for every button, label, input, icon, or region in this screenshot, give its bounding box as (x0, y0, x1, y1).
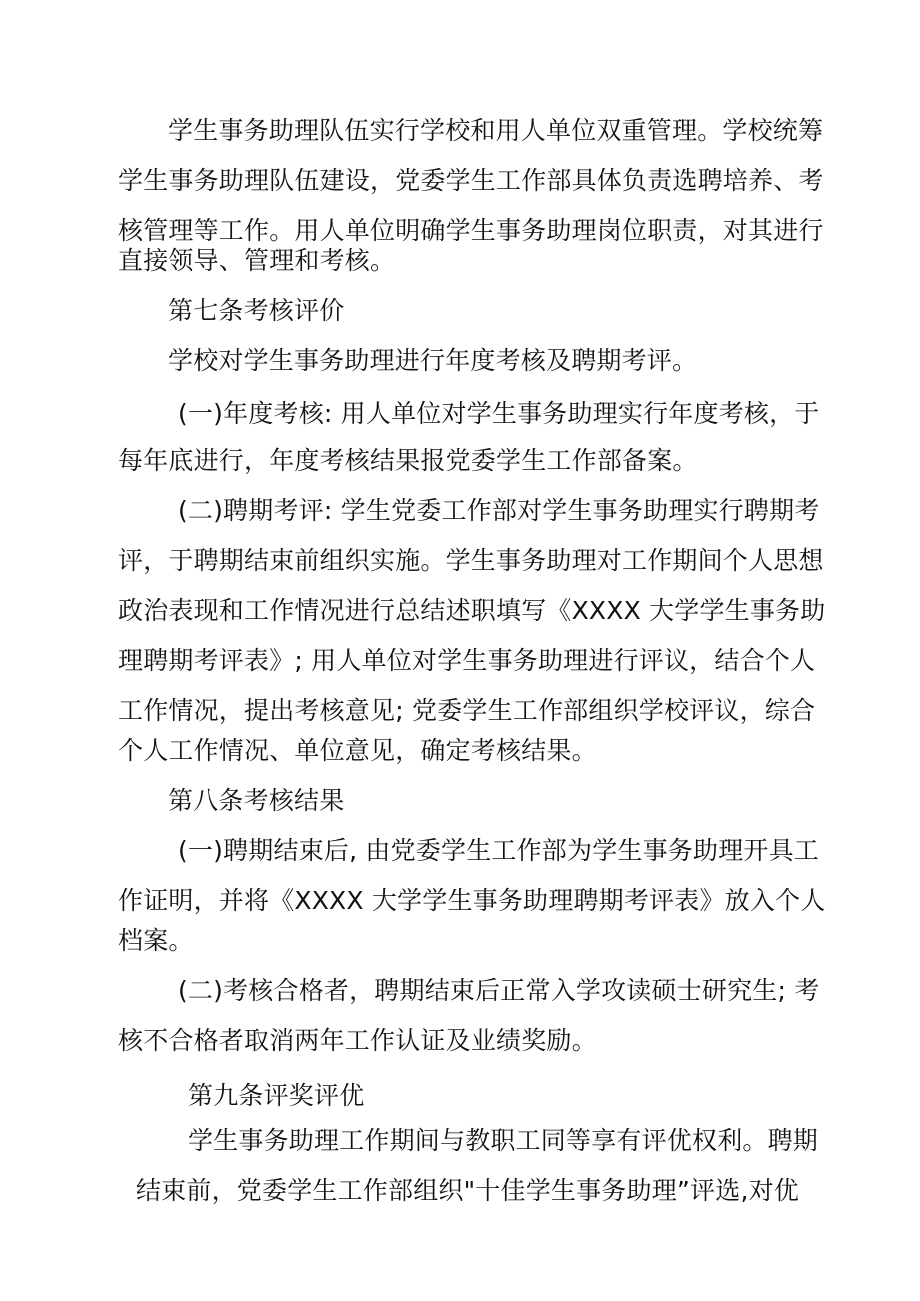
paragraph-line: (二)考核合格者，聘期结束后正常入学攻读硕士研究生; 考 (178, 976, 820, 1005)
paragraph-line: 作证明，并将《XXXX 大学学生事务助理聘期考评表》放入个人 (118, 886, 826, 915)
paragraph-line: 学生事务助理工作期间与教职工同等享有评优权利。聘期 (188, 1126, 819, 1155)
paragraph-line: 评，于聘期结束前组织实施。学生事务助理对工作期间个人思想 (118, 546, 824, 575)
paragraph-line: 理聘期考评表》; 用人单位对学生事务助理进行评议，结合个人 (118, 646, 816, 675)
paragraph-line: (一)年度考核: 用人单位对学生事务助理实行年度考核，于 (178, 399, 820, 428)
paragraph-line: (二)聘期考评: 学生党委工作部对学生事务助理实行聘期考 (178, 496, 820, 525)
paragraph-line: 每年底进行，年度考核结果报党委学生工作部备案。 (118, 446, 698, 475)
paragraph-line: 工作情况，提出考核意见; 党委学生工作部组织学校评议，综合 (118, 696, 816, 725)
paragraph-line: 结束前，党委学生工作部组织"十佳学生事务助理”评选,对优 (136, 1176, 799, 1205)
paragraph-line: 学生事务助理队伍实行学校和用人单位双重管理。学校统筹 (168, 116, 824, 145)
section-heading: 第八条考核结果 (168, 786, 345, 815)
paragraph-line: 核不合格者取消两年工作认证及业绩奖励。 (118, 1026, 597, 1055)
paragraph-line: 直接领导、管理和考核。 (118, 246, 396, 275)
paragraph-line: (一)聘期结束后, 由党委学生工作部为学生事务助理开具工 (178, 836, 820, 865)
paragraph-line: 档案。 (118, 926, 194, 955)
paragraph-line: 政治表现和工作情况进行总结述职填写《XXXX 大学学生事务助 (118, 596, 826, 625)
section-heading: 第九条评奖评优 (188, 1081, 365, 1110)
paragraph-line: 核管理等工作。用人单位明确学生事务助理岗位职责，对其进行 (118, 216, 824, 245)
paragraph-line: 学生事务助理队伍建设，党委学生工作部具体负责选聘培养、考 (118, 166, 824, 195)
paragraph-line: 个人工作情况、单位意见，确定考核结果。 (118, 736, 597, 765)
section-heading: 第七条考核评价 (168, 296, 345, 325)
paragraph-line: 学校对学生事务助理进行年度考核及聘期考评。 (168, 346, 698, 375)
